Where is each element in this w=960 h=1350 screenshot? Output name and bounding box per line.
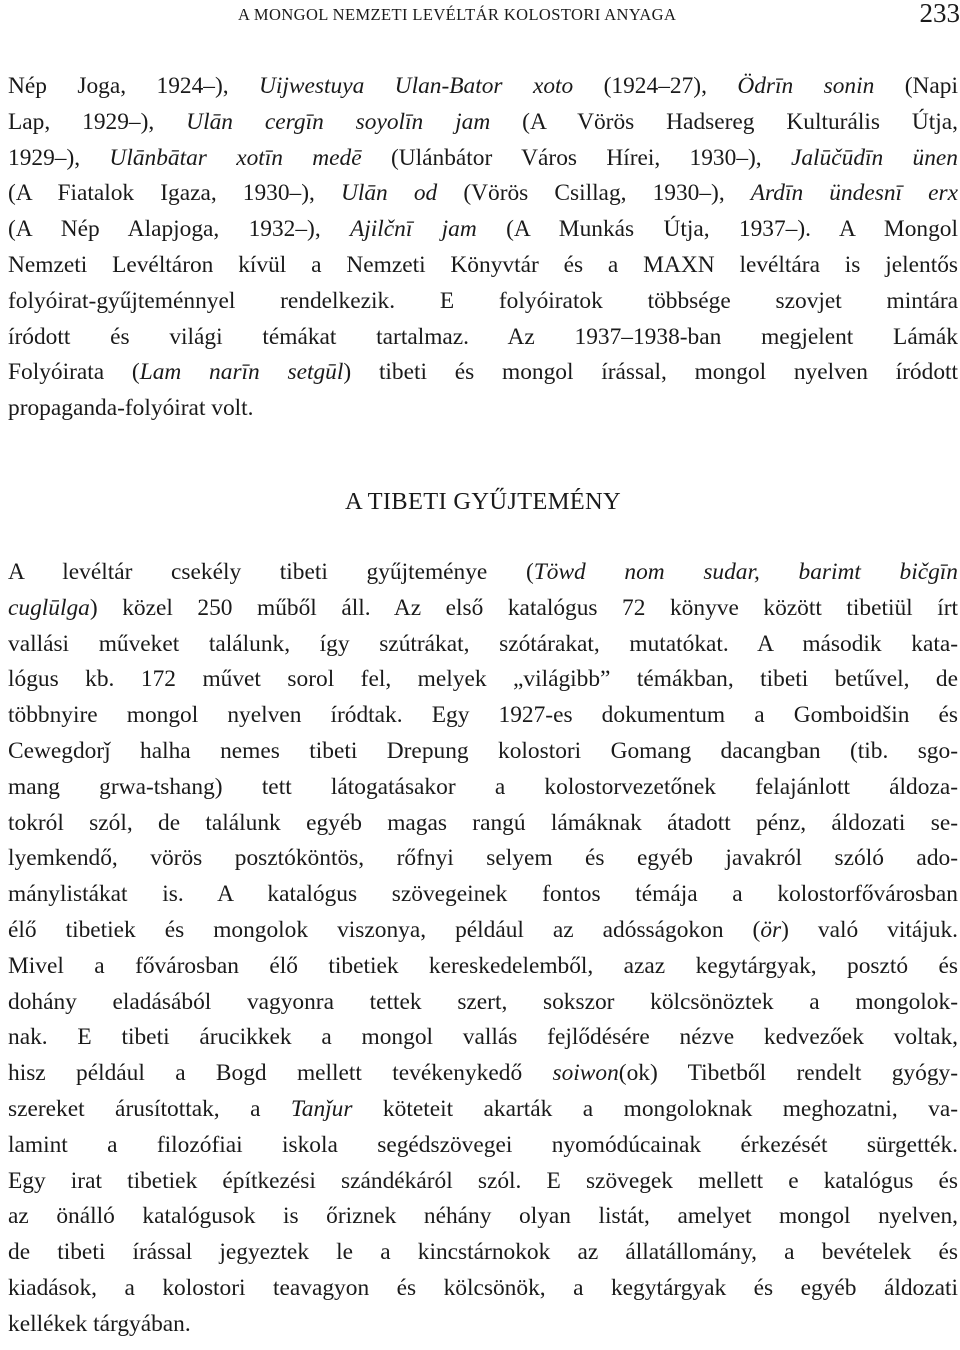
text-line xyxy=(8,913,958,949)
text-run: szereket árusítottak, a xyxy=(8,1095,291,1122)
text-run: lyemkendő, vörös posztóköntös, rőfnyi selyem és egyéb javakról szóló ado- xyxy=(8,845,958,872)
text-line xyxy=(8,1164,958,1200)
text-run: (Napi xyxy=(874,73,958,99)
text-run: ) közel 250 műből áll. Az első katalógus 72 könyve között tibetiül írt xyxy=(89,594,958,621)
text-run: de tibeti írással jegyeztek le a kincstárnokok az állatállomány, a bevételek és xyxy=(8,1239,958,1266)
text-run: íródott és világi témákat tartalmaz. Az 1937–1938-ban megjelent Lámák xyxy=(8,323,958,350)
paragraph-tibetan-collection xyxy=(8,555,958,1343)
text-line xyxy=(8,698,958,734)
text-run: kiadások, a kolostori teavagyon és kölcsönök, a kegytárgyak és egyéb áldozati xyxy=(8,1274,958,1301)
italic-title: Uijwestuya Ulan-Bator xoto xyxy=(259,73,574,99)
text-line xyxy=(8,212,958,248)
text-run: 1929–), xyxy=(8,144,110,171)
text-run: (Vörös Csillag, 1930–), xyxy=(437,180,751,207)
text-line xyxy=(8,320,958,356)
text-run: lógus kb. 172 művet sorol fel, melyek „világibb” témákban, tibeti betűvel, de xyxy=(8,666,958,693)
running-title: A MONGOL NEMZETI LEVÉLTÁR KOLOSTORI ANYAGA xyxy=(238,5,677,24)
text-line xyxy=(8,555,958,591)
text-run: köteteit akarták a mongoloknak meghozatni, va- xyxy=(352,1095,958,1122)
text-run: (ok) Tibetből rendelt gyógy- xyxy=(618,1060,959,1087)
italic-title: soiwon xyxy=(552,1060,619,1087)
text-line xyxy=(8,1271,958,1307)
text-run: többnyire mongol nyelven íródtak. Egy 1927-es dokumentum a Gomboidšin és xyxy=(8,702,958,729)
italic-title: Jalūčūdīn ünen xyxy=(790,144,958,171)
text-line xyxy=(8,1056,958,1092)
text-run: Lap, 1929–), xyxy=(8,108,187,135)
text-line xyxy=(8,1128,958,1164)
text-line xyxy=(8,176,958,212)
text-run: lamint a filozófiai iskola segédszövegei nyomódúcainak érkezését sürgették. xyxy=(8,1131,958,1158)
text-line xyxy=(8,105,958,141)
text-run: dohány eladásából vagyonra tettek szert, sokszor kölcsönöztek a mongolok- xyxy=(8,988,958,1015)
text-run: Cewegdorǰ halha nemes tibeti Drepung kolostori Gomang dacangban (tib. sgo- xyxy=(8,737,958,764)
italic-title: Tanǰur xyxy=(290,1095,353,1122)
italic-title: Ulānbātar xotīn medē xyxy=(109,144,362,171)
text-line xyxy=(8,1092,958,1128)
text-run: nak. E tibeti árucikkek a mongol vallás fejlődésére nézve kedvezőek voltak, xyxy=(8,1024,958,1051)
running-head xyxy=(8,0,958,42)
text-run: élő tibetiek és mongolok viszonya, például az adósságokon ( xyxy=(8,916,761,943)
italic-title: Ardīn ündesnī erx xyxy=(750,180,958,207)
text-run: Egy irat tibetiek építkezési szándékáról szól. E szövegek mellett e katalógus és xyxy=(8,1167,958,1194)
text-line xyxy=(8,1235,958,1271)
italic-title: Ulān od xyxy=(340,180,438,207)
text-run: hisz például a Bogd mellett tevékenykedő xyxy=(8,1060,553,1087)
text-run: Nemzeti Levéltáron kívül a Nemzeti Könyvtár és a MAXN levéltára is jelentős xyxy=(8,251,958,278)
text-run: (A Munkás Útja, 1937–). A Mongol xyxy=(476,216,958,243)
section-heading: A TIBETI GYŰJTEMÉNY xyxy=(344,487,622,515)
text-line xyxy=(8,248,958,284)
text-run: (1924–27), xyxy=(573,73,738,99)
text-run: (A Vörös Hadsereg Kulturális Útja, xyxy=(490,108,958,135)
italic-title: Ödrīn sonin xyxy=(737,73,875,99)
italic-title: Ulān cergīn soyolīn jam xyxy=(186,108,491,135)
text-run: (A Nép Alapjoga, 1932–), xyxy=(8,216,350,243)
text-line xyxy=(8,985,958,1021)
text-run: ) való vitájuk. xyxy=(781,916,958,943)
text-run: mang grwa-tshang) tett látogatásakor a kolostorvezetőnek felajánlott áldoza- xyxy=(8,773,958,800)
paragraph-periodicals xyxy=(8,69,958,427)
text-run: ) tibeti és mongol írással, mongol nyelven íródott xyxy=(343,359,959,386)
text-line xyxy=(8,355,958,391)
italic-title: Ajilčnī jam xyxy=(350,216,477,243)
text-run: vallási műveket találunk, így szútrákat, szótárakat, mutatókat. A második kata- xyxy=(8,630,958,657)
text-line xyxy=(8,841,958,877)
text-run: (Ulánbátor Város Hírei, 1930–), xyxy=(361,144,791,171)
text-run: kellékek tárgyában. xyxy=(8,1310,191,1337)
italic-title: ör xyxy=(760,916,782,943)
text-run: propaganda-folyóirat volt. xyxy=(8,395,254,422)
text-run: mánylistákat is. A katalógus szövegeinek fontos témája a kolostorfővárosban xyxy=(8,881,958,908)
text-run: folyóirat-gyűjteménnyel rendelkezik. E folyóiratok többsége szovjet mintára xyxy=(8,287,958,314)
page-number: 233 xyxy=(919,0,960,28)
text-run: A levéltár csekély tibeti gyűjteménye ( xyxy=(8,558,534,585)
text-run: az önálló katalógusok is őriznek néhány olyan listát, amelyet mongol nyelven, xyxy=(8,1203,958,1230)
text-line xyxy=(8,591,958,627)
italic-title: cuglūlga xyxy=(8,594,90,621)
text-run: Mivel a fővárosban élő tibetiek kereskedelemből, azaz kegytárgyak, posztó és xyxy=(8,952,958,979)
text-line xyxy=(8,1020,958,1056)
text-line xyxy=(8,734,958,770)
text-line xyxy=(8,949,958,985)
text-line xyxy=(8,141,958,177)
text-line xyxy=(8,627,958,663)
text-line xyxy=(8,1199,958,1235)
text-run: (A Fiatalok Igaza, 1930–), xyxy=(8,180,341,207)
text-run: Nép Joga, 1924–), xyxy=(8,73,260,99)
book-page xyxy=(8,0,958,1343)
text-line xyxy=(8,391,958,427)
text-line xyxy=(8,662,958,698)
text-line xyxy=(8,770,958,806)
text-run: Folyóirata ( xyxy=(8,359,140,386)
text-line xyxy=(8,806,958,842)
text-run: tokról szól, de találunk egyéb magas rangú lámáknak átadott pénz, áldozati se- xyxy=(8,809,958,836)
italic-title: Töwd nom sudar, barimt bičgīn xyxy=(533,558,958,585)
text-line xyxy=(8,284,958,320)
text-line xyxy=(8,877,958,913)
italic-title: Lam narīn setgūl xyxy=(139,359,344,386)
text-line xyxy=(8,69,958,105)
text-line xyxy=(8,1307,958,1343)
